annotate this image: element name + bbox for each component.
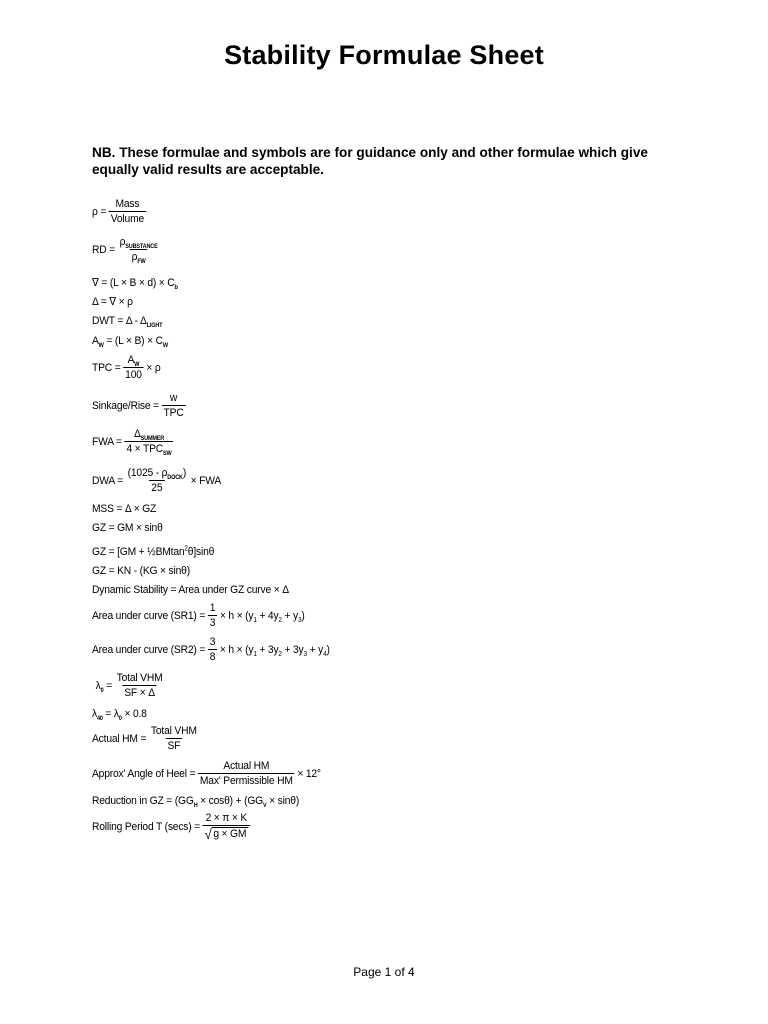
formula-lambda-0: $\lambda_0$ = $\frac{\text{Total VHM}}{SF \times \Delta}$	[95, 672, 163, 699]
formula-tpc: TPC = $\frac{A_W}{100}$ × ρ	[92, 354, 161, 381]
formula-gz-small-angle: GZ = GM × sinθ	[92, 522, 163, 534]
rd-fraction	[118, 236, 160, 266]
formula-waterplane-area: $A_W = (L \times B) \times C_W$	[92, 335, 168, 350]
density-lhs: ρ =	[92, 205, 107, 218]
square-root-icon: √	[204, 826, 212, 842]
rd-numerator: $\rho_{SUBSTANCE}$	[119, 236, 158, 251]
density-denominator: Volume	[110, 213, 145, 225]
formula-mss: MSS = Δ × GZ	[92, 503, 157, 515]
formula-density	[92, 198, 149, 225]
formula-rolling-period: Rolling Period T (secs) = 2 × π × K √ g × GM	[92, 812, 253, 842]
density-fraction	[109, 198, 146, 225]
rd-denominator: $\rho_{FW}$	[131, 251, 146, 266]
density-numerator: Mass	[115, 198, 140, 210]
formula-simpsons-rule-1: Area under curve (SR1) = $\frac{1}{3}$ × $h \times (y_1 + 4y_2 + y_3)$	[92, 602, 305, 629]
formula-lambda-40: $\lambda_{40} = \lambda_0 \times 0.8$	[92, 708, 147, 723]
page-title: Stability Formulae Sheet	[224, 40, 544, 70]
formula-gz-wall-sided: GZ = [GM + ½BMtan$^2$θ]sinθ	[92, 545, 215, 558]
page-number: Page 1 of 4	[353, 965, 415, 979]
formula-angle-of-heel: Approx' Angle of Heel = $\frac{\text{Actual HM}}{\text{Max' Permissible HM}}$ × 12°	[92, 760, 321, 787]
formula-actual-hm: Actual HM = $\frac{\text{Total VHM}}{SF}$	[92, 725, 197, 752]
formula-fwa: FWA = $\frac{\Delta_{SUMMER}}{4 \times TPC_{SW}}$	[92, 428, 172, 458]
guidance-note: NB. These formulae and symbols are for guidance only and other formulae which give equally valid results are acceptable.	[92, 145, 648, 177]
formula-reduction-in-gz: Reduction in GZ = $(GG_H \times \cos\theta) + (GG_V \times \sin\theta)$	[92, 795, 300, 810]
formula-simpsons-rule-2: Area under curve (SR2) = $\frac{3}{8}$ × $h \times (y_1 + 3y_2 + 3y_3 + y_4)$	[92, 636, 330, 663]
formula-volume: ∇ = $(L \times B \times d) \times C_b$	[92, 277, 178, 292]
formula-deadweight: DWT = Δ - $\Delta_{LIGHT}$	[92, 315, 163, 330]
formula-dwa: DWA = $\frac{(1025 - \rho_{DOCK})}{25}$ × FWA	[92, 467, 222, 494]
formula-relative-density	[92, 236, 162, 266]
formula-gz-kn: GZ = KN - (KG × sinθ)	[92, 565, 190, 577]
formula-displacement: Δ = ∇ × ρ	[92, 296, 133, 308]
rd-lhs: RD =	[92, 243, 116, 256]
formula-sinkage: Sinkage/Rise = $\frac{w}{\text{TPC}}$	[92, 392, 184, 419]
formula-dynamic-stability: Dynamic Stability = Area under GZ curve × Δ	[92, 584, 289, 596]
